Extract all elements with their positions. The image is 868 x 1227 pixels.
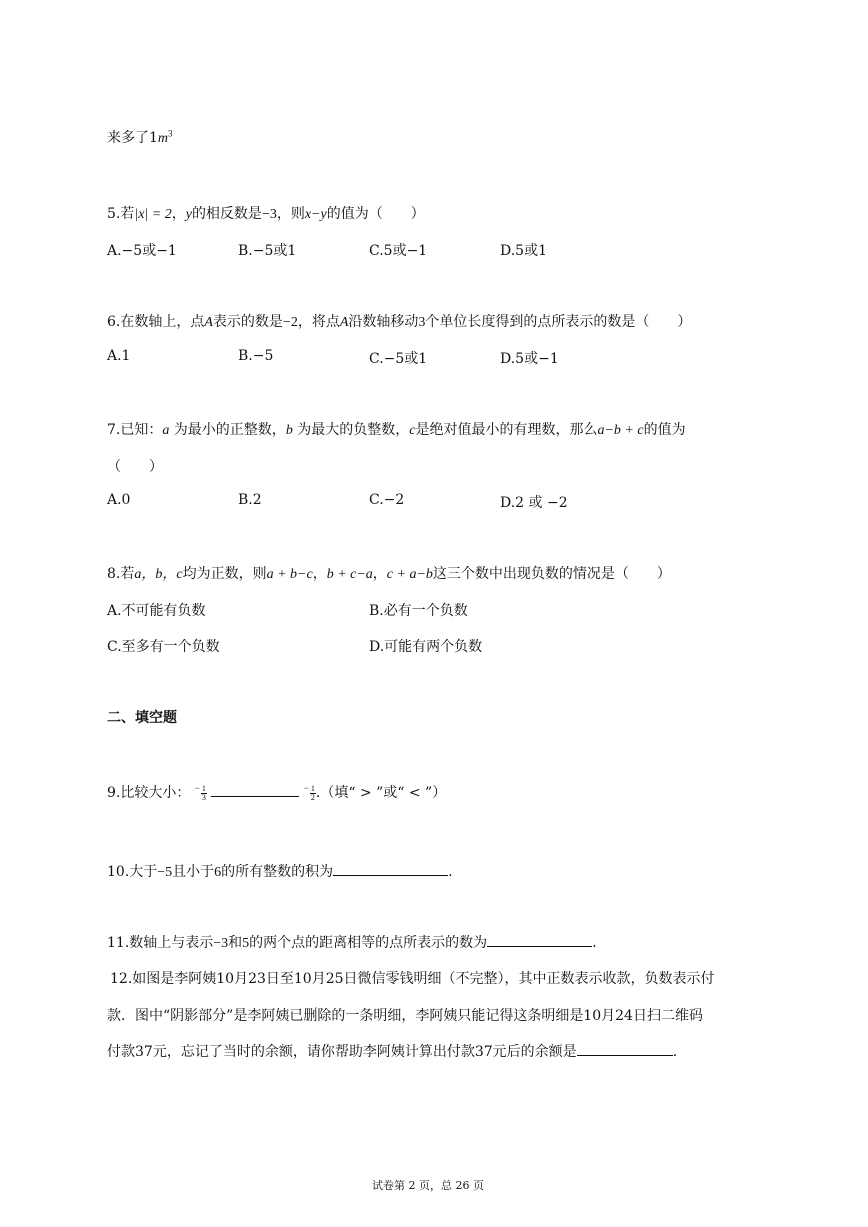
q8-option-a[interactable]: A.不可能有负数 <box>107 603 206 619</box>
q5-option-a[interactable]: A.−5或−1 <box>107 243 177 259</box>
answer-blank-q11[interactable] <box>487 932 592 947</box>
q7-option-b[interactable]: B.2 <box>238 492 262 508</box>
q7-option-c[interactable]: C.−2 <box>369 492 405 508</box>
answer-blank-q9[interactable] <box>211 782 299 797</box>
q7-option-d[interactable]: D.2 或 −2 <box>500 495 568 511</box>
question-9: 9.比较大小： − $\frac{1}{3}$ − $\frac{1}{2}$ .（填“ > ”或“ < ”） <box>107 783 447 802</box>
section-title-fill-in: 二、填空题 <box>107 710 177 726</box>
fraction-2: $\frac{1}{2}$ <box>310 783 315 802</box>
q6-option-c[interactable]: C.−5或1 <box>369 351 428 367</box>
question-7-brackets: （ ） <box>107 459 163 475</box>
question-8: 8.若a，b，c均为正数，则a + b−c，b + c−a，c + a−b这三个数中出现负数的情况是（ ） <box>107 566 671 582</box>
question-12-line-2: 款．图中“阴影部分”是李阿姨已删除的一条明细，李阿姨只能记得这条明细是10月24日扫二维码 <box>107 1008 703 1024</box>
question-12-line-1: 12.如图是李阿姨10月23日至10月25日微信零钱明细（不完整），其中正数表示收款，负数表示付 <box>110 971 715 987</box>
question-10: 10.大于−5且小于6的所有整数的积为 . <box>107 861 453 881</box>
q8-option-b[interactable]: B.必有一个负数 <box>369 603 468 619</box>
fraction-1: $\frac{1}{3}$ <box>201 783 206 802</box>
intro-line: 来多了$1m^3$ <box>107 128 173 146</box>
q8-option-d[interactable]: D.可能有两个负数 <box>369 639 483 655</box>
answer-blank-q10[interactable] <box>333 861 448 876</box>
q7-option-a[interactable]: A.0 <box>107 492 131 508</box>
q5-option-d[interactable]: D.5或1 <box>500 243 547 259</box>
question-6: 6.在数轴上，点A表示的数是−2，将点A沿数轴移动3个单位长度得到的点所表示的数是（ ） <box>107 314 692 330</box>
question-5: 5.若|x| = 2，y的相反数是−3，则x−y的值为（ ） <box>107 206 425 222</box>
q6-option-d[interactable]: D.5或−1 <box>500 351 559 367</box>
q5-option-b[interactable]: B.−5或1 <box>238 243 297 259</box>
q6-option-b[interactable]: B.−5 <box>238 348 274 364</box>
answer-blank-q12[interactable] <box>577 1041 673 1056</box>
question-7: 7.已知：a 为最小的正整数，b 为最大的负整数，c是绝对值最小的有理数，那么a−b + c的值为 <box>107 422 686 438</box>
q8-option-c[interactable]: C.至多有一个负数 <box>107 639 220 655</box>
question-11: 11.数轴上与表示−3和5的两个点的距离相等的点所表示的数为 . <box>107 932 597 952</box>
q6-option-a[interactable]: A.1 <box>107 348 131 364</box>
page-footer: 试卷第 2 页，总 26 页 <box>372 1179 484 1192</box>
question-12-line-3: 付款37元，忘记了当时的余额，请你帮助李阿姨计算出付款37元后的余额是 . <box>107 1041 677 1061</box>
q5-option-c[interactable]: C.5或−1 <box>369 243 428 259</box>
